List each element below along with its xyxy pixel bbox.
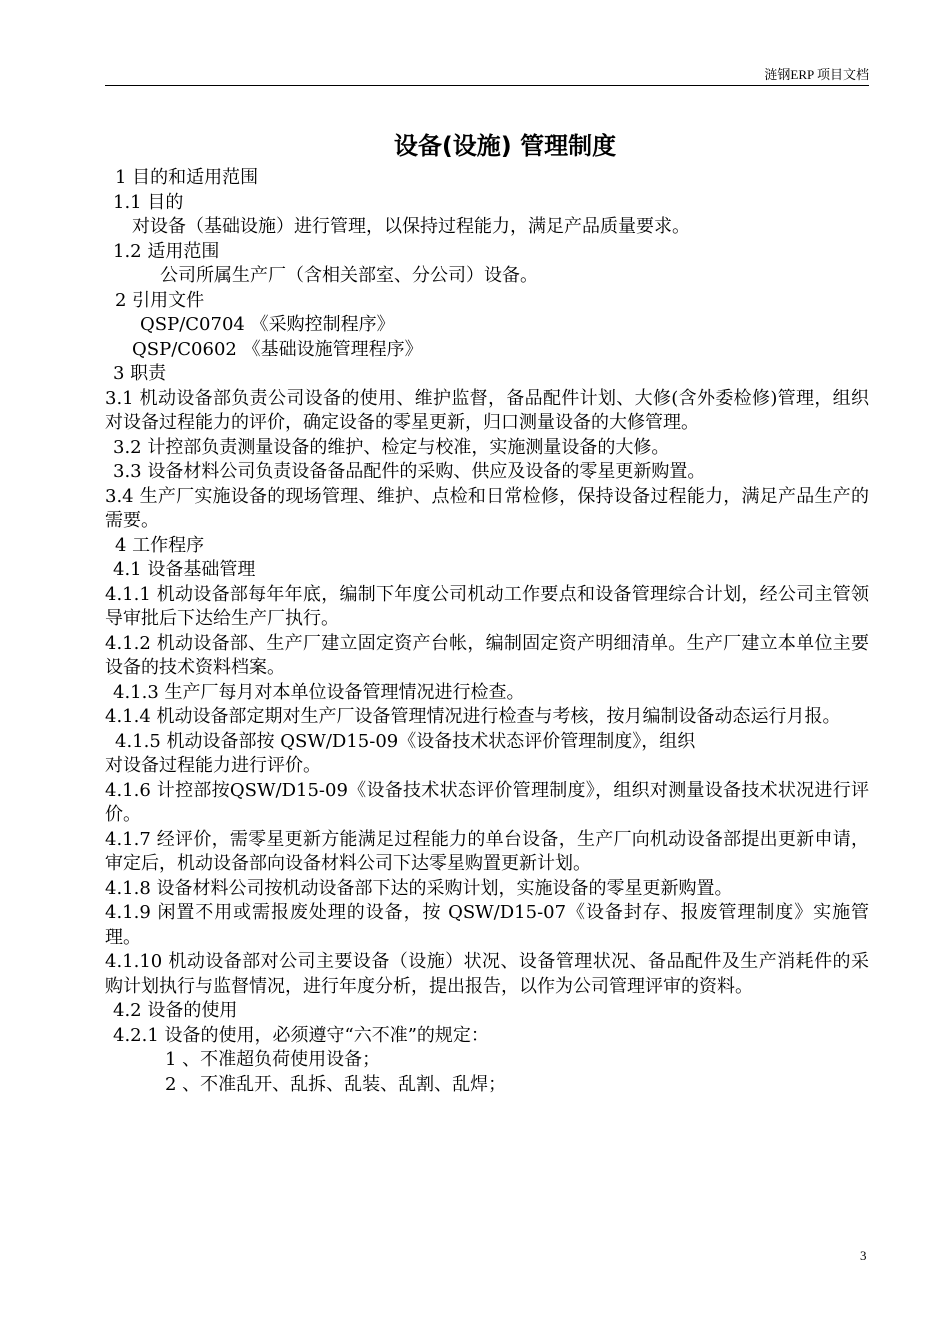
paragraph-s4-1-7: 4.1.7 经评价，需零星更新方能满足过程能力的单台设备，生产厂向机动设备部提出更新申请，审定后，机动设备部向设备材料公司下达零星购置更新计划。 [105,828,869,874]
paragraph-s2: 2 引用文件 [115,289,205,311]
paragraph-s3-2: 3.2 计控部负责测量设备的维护、检定与校准，实施测量设备的大修。 [113,436,670,458]
paragraph-s4-1: 4.1 设备基础管理 [113,559,256,580]
paragraph-s1: 1 目的和适用范围 [115,167,259,188]
paragraph-s1-2-body: 公司所属生产厂（含相关部室、分公司）设备。 [160,265,538,286]
paragraph-rule-1: 1 、不准超负荷使用设备； [165,1049,381,1070]
paragraph-s2-ref2: QSP/C0602 《基础设施管理程序》 [132,338,423,360]
paragraph-s4-1-9: 4.1.9 闲置不用或需报废处理的设备，按 QSW/D15-07《设备封存、报废管理制度》实施管理。 [105,902,869,948]
paragraph-s1-2: 1.2 适用范围 [113,240,220,262]
paragraph-s4-1-5a: 4.1.5 机动设备部按 QSW/D15-09《设备技术状态评价管理制度》，组织 [115,730,696,752]
page-header: 涟钢ERP 项目文档 [764,67,869,82]
paragraph-s1-1: 1.1 目的 [113,191,184,213]
paragraph-rule-2: 2 、不准乱开、乱拆、乱装、乱割、乱焊； [165,1073,507,1095]
paragraph-s4-2: 4.2 设备的使用 [113,1000,238,1021]
paragraph-s4-1-1: 4.1.1 机动设备部每年年底，编制下年度公司机动工作要点和设备管理综合计划，经公司主管领导审批后下达给生产厂执行。 [105,583,869,629]
paragraph-s3-3: 3.3 设备材料公司负责设备备品配件的采购、供应及设备的零星更新购置。 [113,461,706,482]
paragraph-s3-1: 3.1 机动设备部负责公司设备的使用、维护监督，备品配件计划、大修(含外委检修)管理，组织对设备过程能力的评价，确定设备的零星更新，归口测量设备的大修管理。 [105,387,869,433]
paragraph-s4-1-2: 4.1.2 机动设备部、生产厂建立固定资产台帐，编制固定资产明细清单。生产厂建立本单位主要设备的技术资料档案。 [105,632,869,678]
paragraph-s4-1-4: 4.1.4 机动设备部定期对生产厂设备管理情况进行检查与考核，按月编制设备动态运行月报。 [105,706,841,727]
paragraph-s4-1-10: 4.1.10 机动设备部对公司主要设备（设施）状况、设备管理状况、备品配件及生产消耗件的采购计划执行与监督情况，进行年度分析，提出报告，以作为公司管理评审的资料。 [105,951,869,997]
paragraph-s1-1-body: 对设备（基础设施）进行管理，以保持过程能力，满足产品质量要求。 [132,216,690,237]
paragraph-s4-1-8: 4.1.8 设备材料公司按机动设备部下达的采购计划，实施设备的零星更新购置。 [105,877,733,899]
document-title: 设备(设施) 管理制度 [393,132,617,160]
paragraph-s3: 3 职责 [113,363,167,384]
header-rule [105,85,869,86]
paragraph-s4-2-1: 4.2.1 设备的使用，必须遵守“六不准”的规定： [113,1024,489,1046]
paragraph-s2-ref1: QSP/C0704 《采购控制程序》 [140,314,395,335]
document-body [105,166,869,1097]
paragraph-s4: 4 工作程序 [115,534,205,556]
paragraph-s4-1-6: 4.1.6 计控部按QSW/D15-09《设备技术状态评价管理制度》，组织对测量设备技术状况进行评价。 [105,779,869,825]
paragraph-s3-4: 3.4 生产厂实施设备的现场管理、维护、点检和日常检修，保持设备过程能力，满足产品生产的需要。 [105,485,869,531]
paragraph-s4-1-5b: 对设备过程能力进行评价。 [105,755,321,776]
paragraph-s4-1-3: 4.1.3 生产厂每月对本单位设备管理情况进行检查。 [113,681,525,703]
page-number: 3 [860,1248,867,1263]
